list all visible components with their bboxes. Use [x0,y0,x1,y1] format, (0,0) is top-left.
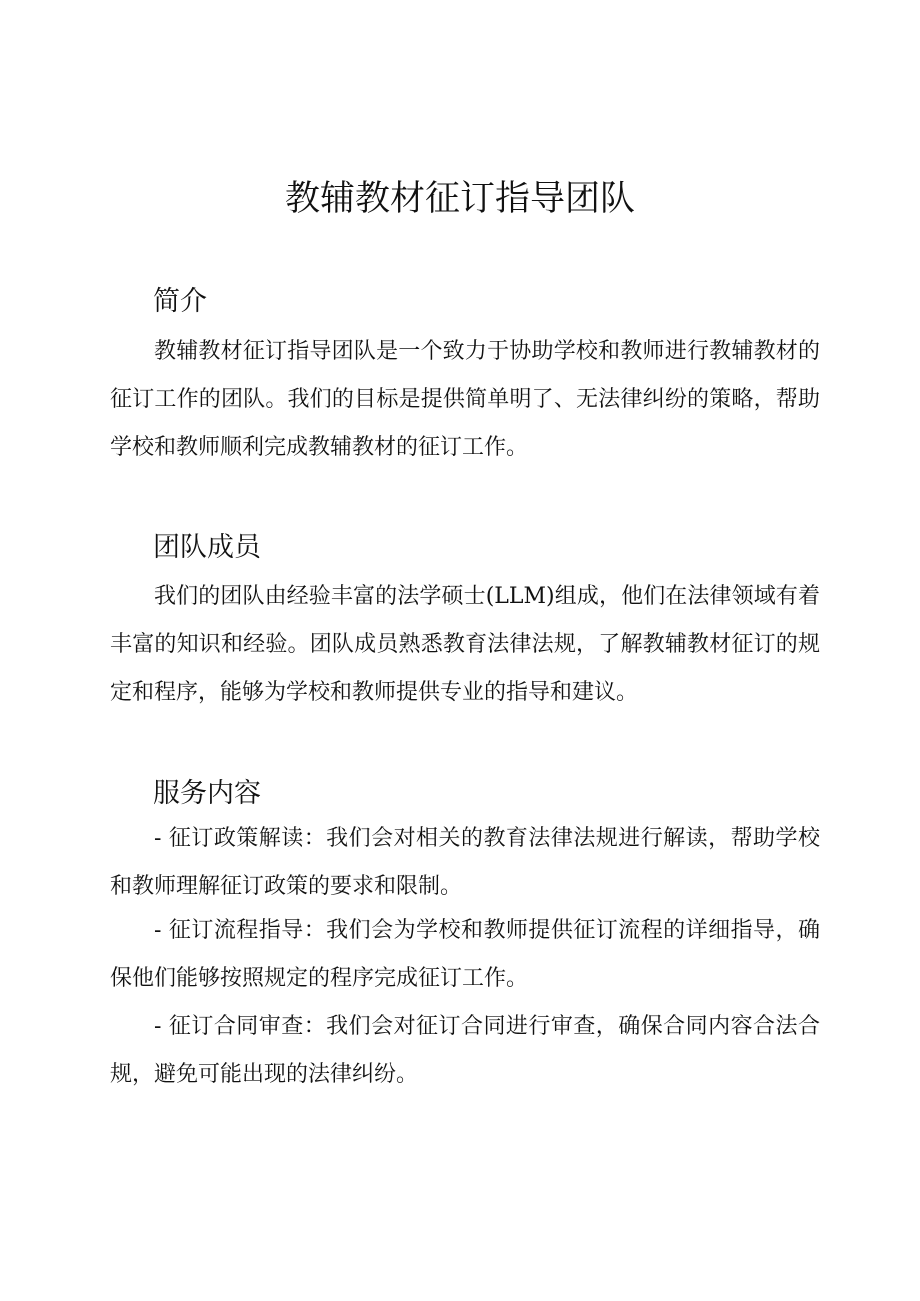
section-heading-services: 服务内容 [153,778,261,809]
section-heading-intro: 简介 [153,286,207,317]
service-item-policy: - 征订政策解读：我们会对相关的教育法律法规进行解读，帮助学校和教师理解征订政策的要求和限制。 [110,826,820,899]
section-heading-team: 团队成员 [153,532,261,563]
team-paragraph: 我们的团队由经验丰富的法学硕士(LLM)组成，他们在法律领域有着丰富的知识和经验。团队成员熟悉教育法律法规，了解教辅教材征订的规定和程序，能够为学校和教师提供专业的指导和建议。 [110,584,820,705]
intro-paragraph: 教辅教材征订指导团队是一个致力于协助学校和教师进行教辅教材的征订工作的团队。我们的目标是提供简单明了、无法律纠纷的策略，帮助学校和教师顺利完成教辅教材的征订工作。 [110,339,820,460]
document-title: 教辅教材征订指导团队 [284,179,635,219]
service-item-contract: - 征订合同审查：我们会对征订合同进行审查，确保合同内容合法合规，避免可能出现的法律纠纷。 [110,1014,820,1087]
service-item-process: - 征订流程指导：我们会为学校和教师提供征订流程的详细指导，确保他们能够按照规定的程序完成征订工作。 [110,918,820,991]
